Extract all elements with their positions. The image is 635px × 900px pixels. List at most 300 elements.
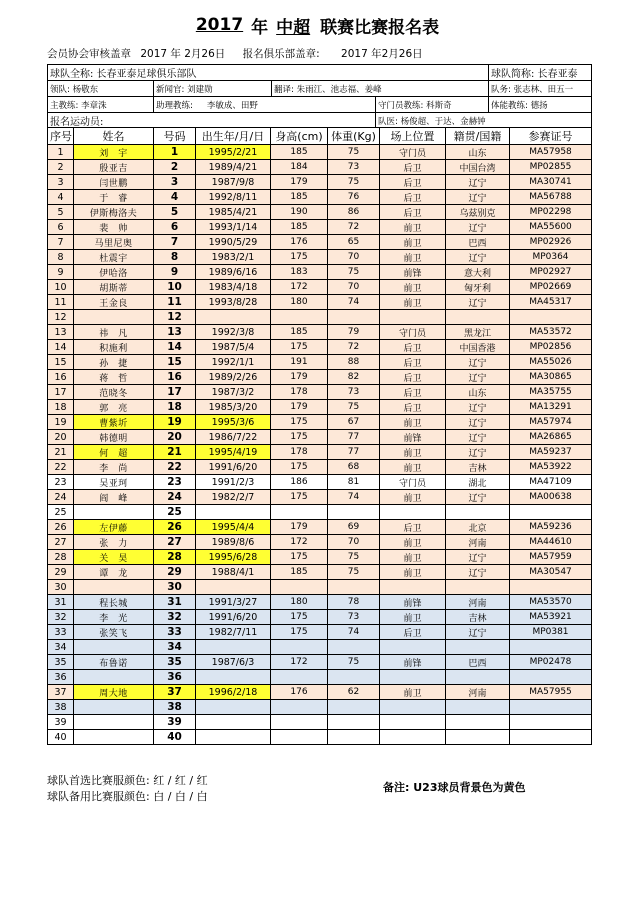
table-row <box>48 550 592 565</box>
player-dob: 1985/3/20 <box>196 400 271 415</box>
player-dob: 1987/9/8 <box>196 175 271 190</box>
player-name: 积施利 <box>74 340 154 355</box>
player-height: 179 <box>271 175 328 190</box>
team-staff: 队务: 张志林、田五一 <box>489 81 592 97</box>
player-height: 178 <box>271 445 328 460</box>
player-name: 韩德明 <box>74 430 154 445</box>
player-origin <box>446 670 510 685</box>
assoc-date: 2017 年 2月26日 <box>140 48 226 60</box>
player-dob: 1991/2/3 <box>196 475 271 490</box>
player-origin: 吉林 <box>446 460 510 475</box>
table-row <box>48 505 592 520</box>
player-name: 张笑飞 <box>74 625 154 640</box>
player-weight: 62 <box>328 685 380 700</box>
player-index: 26 <box>48 520 74 535</box>
player-number: 39 <box>154 715 196 730</box>
table-row <box>48 355 592 370</box>
player-license: MA53922 <box>510 460 592 475</box>
player-number: 15 <box>154 355 196 370</box>
player-name: 曹紫圻 <box>74 415 154 430</box>
player-number: 19 <box>154 415 196 430</box>
table-row <box>48 715 592 730</box>
club-date: 2017 年2月26日 <box>341 48 423 60</box>
player-dob: 1995/3/6 <box>196 415 271 430</box>
player-position: 后卫 <box>380 340 446 355</box>
player-weight <box>328 715 380 730</box>
player-index: 8 <box>48 250 74 265</box>
player-dob: 1989/8/6 <box>196 535 271 550</box>
player-dob <box>196 670 271 685</box>
player-origin <box>446 730 510 745</box>
player-origin: 匈牙利 <box>446 280 510 295</box>
header-number: 号码 <box>154 128 196 145</box>
page-title <box>0 10 635 40</box>
player-height <box>271 310 328 325</box>
header-height: 身高(cm) <box>271 128 328 145</box>
player-weight <box>328 730 380 745</box>
player-index: 2 <box>48 160 74 175</box>
player-origin: 乌兹别克 <box>446 205 510 220</box>
player-weight: 75 <box>328 400 380 415</box>
player-position: 前卫 <box>380 565 446 580</box>
player-dob: 1989/2/26 <box>196 370 271 385</box>
header-license: 参赛证号 <box>510 128 592 145</box>
player-dob: 1986/7/22 <box>196 430 271 445</box>
player-index: 30 <box>48 580 74 595</box>
player-origin <box>446 310 510 325</box>
player-number: 27 <box>154 535 196 550</box>
player-weight: 88 <box>328 355 380 370</box>
player-origin: 辽宁 <box>446 445 510 460</box>
player-position: 守门员 <box>380 145 446 160</box>
player-name: 杜震宇 <box>74 250 154 265</box>
player-number: 23 <box>154 475 196 490</box>
player-height <box>271 670 328 685</box>
player-position: 后卫 <box>380 625 446 640</box>
player-dob <box>196 730 271 745</box>
player-index: 10 <box>48 280 74 295</box>
player-weight: 77 <box>328 445 380 460</box>
player-origin: 吉林 <box>446 610 510 625</box>
player-index: 33 <box>48 625 74 640</box>
player-weight <box>328 640 380 655</box>
player-license <box>510 700 592 715</box>
player-name: 郭 亮 <box>74 400 154 415</box>
player-index: 29 <box>48 565 74 580</box>
player-index: 9 <box>48 265 74 280</box>
player-license: MA13291 <box>510 400 592 415</box>
team-short-name: 球队简称: 长春亚泰 <box>489 65 592 81</box>
table-row <box>48 430 592 445</box>
player-weight: 70 <box>328 250 380 265</box>
player-height: 185 <box>271 565 328 580</box>
player-weight: 73 <box>328 160 380 175</box>
player-number: 4 <box>154 190 196 205</box>
player-dob: 1992/3/8 <box>196 325 271 340</box>
player-license: MA45317 <box>510 295 592 310</box>
player-dob: 1993/8/28 <box>196 295 271 310</box>
player-height <box>271 700 328 715</box>
player-index: 28 <box>48 550 74 565</box>
player-name <box>74 730 154 745</box>
player-position <box>380 505 446 520</box>
player-weight: 86 <box>328 205 380 220</box>
player-weight <box>328 580 380 595</box>
player-license: MA30741 <box>510 175 592 190</box>
player-origin: 河南 <box>446 685 510 700</box>
player-index: 4 <box>48 190 74 205</box>
table-row <box>48 730 592 745</box>
player-license: MA57955 <box>510 685 592 700</box>
player-license <box>510 505 592 520</box>
player-height: 175 <box>271 610 328 625</box>
player-number: 28 <box>154 550 196 565</box>
player-number: 31 <box>154 595 196 610</box>
team-full-name: 球队全称: 长春亚泰足球俱乐部队 <box>48 65 489 81</box>
player-name: 刘 宇 <box>74 145 154 160</box>
player-origin <box>446 640 510 655</box>
player-license: MA53572 <box>510 325 592 340</box>
player-height: 175 <box>271 550 328 565</box>
player-index: 17 <box>48 385 74 400</box>
player-origin <box>446 505 510 520</box>
player-dob <box>196 505 271 520</box>
player-dob: 1992/8/11 <box>196 190 271 205</box>
player-license <box>510 715 592 730</box>
player-position: 前卫 <box>380 280 446 295</box>
player-number: 9 <box>154 265 196 280</box>
player-license: MA00638 <box>510 490 592 505</box>
player-name: 关 昊 <box>74 550 154 565</box>
player-origin: 意大利 <box>446 265 510 280</box>
player-dob <box>196 715 271 730</box>
title-league: 中超 <box>276 17 311 38</box>
player-position: 前卫 <box>380 460 446 475</box>
team-leader: 领队: 杨敬东 <box>48 81 154 97</box>
player-dob: 1987/6/3 <box>196 655 271 670</box>
player-height: 183 <box>271 265 328 280</box>
player-number: 12 <box>154 310 196 325</box>
player-height: 180 <box>271 295 328 310</box>
player-number: 26 <box>154 520 196 535</box>
player-index: 21 <box>48 445 74 460</box>
player-index: 12 <box>48 310 74 325</box>
player-name: 何 超 <box>74 445 154 460</box>
gk-coach: 守门员教练: 科斯奇 <box>376 97 489 113</box>
u23-note: 备注: U23球员背景色为黄色 <box>383 781 526 794</box>
player-position <box>380 715 446 730</box>
header-origin: 籍贯/国籍 <box>446 128 510 145</box>
header-position: 场上位置 <box>380 128 446 145</box>
player-dob: 1989/4/21 <box>196 160 271 175</box>
player-origin: 辽宁 <box>446 550 510 565</box>
table-row <box>48 475 592 490</box>
player-name: 吴亚珂 <box>74 475 154 490</box>
player-height: 175 <box>271 250 328 265</box>
header-name: 姓名 <box>74 128 154 145</box>
table-row <box>48 235 592 250</box>
player-index: 20 <box>48 430 74 445</box>
player-height: 175 <box>271 490 328 505</box>
player-name: 闫世鹏 <box>74 175 154 190</box>
player-name: 马里尼奥 <box>74 235 154 250</box>
player-origin: 辽宁 <box>446 400 510 415</box>
player-license: MA35755 <box>510 385 592 400</box>
player-dob: 1996/2/18 <box>196 685 271 700</box>
player-index: 15 <box>48 355 74 370</box>
player-dob: 1983/4/18 <box>196 280 271 295</box>
player-origin: 辽宁 <box>446 370 510 385</box>
player-dob: 1991/6/20 <box>196 460 271 475</box>
player-weight: 74 <box>328 625 380 640</box>
press-officer: 新闻官: 刘建勋 <box>154 81 272 97</box>
player-origin: 巴西 <box>446 655 510 670</box>
player-name: 蒋 哲 <box>74 370 154 385</box>
player-weight: 76 <box>328 190 380 205</box>
player-number: 37 <box>154 685 196 700</box>
player-license: MP02856 <box>510 340 592 355</box>
player-index: 5 <box>48 205 74 220</box>
player-license: MA59237 <box>510 445 592 460</box>
player-name <box>74 640 154 655</box>
player-weight: 81 <box>328 475 380 490</box>
table-row <box>48 625 592 640</box>
player-dob <box>196 580 271 595</box>
roster-header-row <box>48 128 592 145</box>
player-dob: 1987/5/4 <box>196 340 271 355</box>
player-height: 179 <box>271 400 328 415</box>
player-name <box>74 310 154 325</box>
player-height: 180 <box>271 595 328 610</box>
player-license: MA57958 <box>510 145 592 160</box>
player-weight: 75 <box>328 550 380 565</box>
approval-line <box>47 46 423 61</box>
player-dob: 1987/3/2 <box>196 385 271 400</box>
table-row <box>48 580 592 595</box>
player-license <box>510 730 592 745</box>
player-index: 39 <box>48 715 74 730</box>
player-license: MA55600 <box>510 220 592 235</box>
player-license: MA59236 <box>510 520 592 535</box>
player-origin: 河南 <box>446 535 510 550</box>
player-weight: 75 <box>328 175 380 190</box>
player-index: 13 <box>48 325 74 340</box>
translators: 翻译: 朱雨江、池志福、姜峰 <box>272 81 489 97</box>
player-license: MA30865 <box>510 370 592 385</box>
player-license: MA53921 <box>510 610 592 625</box>
table-row <box>48 535 592 550</box>
player-license: MP02926 <box>510 235 592 250</box>
player-weight: 65 <box>328 235 380 250</box>
player-height: 175 <box>271 625 328 640</box>
player-number: 14 <box>154 340 196 355</box>
player-weight: 74 <box>328 295 380 310</box>
player-weight <box>328 505 380 520</box>
player-dob: 1988/4/1 <box>196 565 271 580</box>
player-weight: 75 <box>328 655 380 670</box>
table-row <box>48 565 592 580</box>
player-weight: 73 <box>328 610 380 625</box>
player-position: 守门员 <box>380 475 446 490</box>
player-index: 38 <box>48 700 74 715</box>
player-position <box>380 700 446 715</box>
player-weight: 82 <box>328 370 380 385</box>
player-origin: 巴西 <box>446 235 510 250</box>
player-position: 前锋 <box>380 595 446 610</box>
player-position: 前卫 <box>380 610 446 625</box>
player-name <box>74 670 154 685</box>
player-name: 张 力 <box>74 535 154 550</box>
player-license: MP02669 <box>510 280 592 295</box>
player-origin: 辽宁 <box>446 190 510 205</box>
player-name <box>74 715 154 730</box>
table-row <box>48 310 592 325</box>
table-row <box>48 595 592 610</box>
table-row <box>48 265 592 280</box>
player-dob: 1992/1/1 <box>196 355 271 370</box>
player-origin: 北京 <box>446 520 510 535</box>
player-position: 前卫 <box>380 535 446 550</box>
player-index: 3 <box>48 175 74 190</box>
table-row <box>48 610 592 625</box>
table-row <box>48 190 592 205</box>
title-year: 2017 <box>195 15 244 35</box>
table-row <box>48 655 592 670</box>
player-number: 1 <box>154 145 196 160</box>
team-info-table <box>47 64 592 129</box>
player-license: MP02478 <box>510 655 592 670</box>
player-index: 35 <box>48 655 74 670</box>
player-origin: 辽宁 <box>446 355 510 370</box>
player-height: 185 <box>271 145 328 160</box>
player-dob: 1995/4/19 <box>196 445 271 460</box>
player-license: MA57959 <box>510 550 592 565</box>
player-dob: 1995/4/4 <box>196 520 271 535</box>
player-position <box>380 310 446 325</box>
player-origin: 辽宁 <box>446 220 510 235</box>
player-height: 176 <box>271 685 328 700</box>
player-weight: 69 <box>328 520 380 535</box>
player-height: 190 <box>271 205 328 220</box>
player-license: MP02855 <box>510 160 592 175</box>
player-index: 40 <box>48 730 74 745</box>
player-origin: 河南 <box>446 595 510 610</box>
roster-table <box>47 127 592 745</box>
table-row <box>48 670 592 685</box>
title-year-suffix: 年 <box>251 17 269 38</box>
player-number: 34 <box>154 640 196 655</box>
player-position: 前卫 <box>380 685 446 700</box>
player-height: 185 <box>271 190 328 205</box>
player-position: 前锋 <box>380 655 446 670</box>
player-name: 胡斯蒂 <box>74 280 154 295</box>
player-dob: 1990/5/29 <box>196 235 271 250</box>
player-index: 27 <box>48 535 74 550</box>
player-origin: 辽宁 <box>446 625 510 640</box>
player-position: 后卫 <box>380 400 446 415</box>
player-weight: 70 <box>328 280 380 295</box>
player-origin: 辽宁 <box>446 565 510 580</box>
player-name <box>74 700 154 715</box>
header-index: 序号 <box>48 128 74 145</box>
table-row <box>48 325 592 340</box>
player-name: 阎 峰 <box>74 490 154 505</box>
player-origin: 中国香港 <box>446 340 510 355</box>
player-origin: 辽宁 <box>446 490 510 505</box>
player-height: 185 <box>271 220 328 235</box>
player-number: 21 <box>154 445 196 460</box>
player-index: 16 <box>48 370 74 385</box>
player-license: MA55026 <box>510 355 592 370</box>
player-position: 前卫 <box>380 295 446 310</box>
header-weight: 体重(Kg) <box>328 128 380 145</box>
player-height: 184 <box>271 160 328 175</box>
player-position: 后卫 <box>380 205 446 220</box>
table-row <box>48 175 592 190</box>
player-height: 176 <box>271 235 328 250</box>
player-position: 后卫 <box>380 175 446 190</box>
table-row <box>48 250 592 265</box>
player-number: 38 <box>154 700 196 715</box>
title-rest: 联赛比赛报名表 <box>320 17 440 38</box>
player-weight: 70 <box>328 535 380 550</box>
player-name: 布鲁诺 <box>74 655 154 670</box>
player-license <box>510 310 592 325</box>
player-dob: 1983/2/1 <box>196 250 271 265</box>
player-license: MA26865 <box>510 430 592 445</box>
table-row <box>48 700 592 715</box>
player-position: 前卫 <box>380 220 446 235</box>
table-row <box>48 445 592 460</box>
player-index: 11 <box>48 295 74 310</box>
player-position: 前卫 <box>380 250 446 265</box>
player-height <box>271 715 328 730</box>
player-weight: 78 <box>328 595 380 610</box>
player-position: 后卫 <box>380 370 446 385</box>
player-name: 周大地 <box>74 685 154 700</box>
player-license: MP02298 <box>510 205 592 220</box>
player-weight: 72 <box>328 340 380 355</box>
player-license <box>510 580 592 595</box>
player-number: 2 <box>154 160 196 175</box>
player-dob: 1982/7/11 <box>196 625 271 640</box>
player-height <box>271 505 328 520</box>
player-number: 13 <box>154 325 196 340</box>
player-dob: 1991/3/27 <box>196 595 271 610</box>
player-name: 于 睿 <box>74 190 154 205</box>
player-name: 祎 凡 <box>74 325 154 340</box>
player-name: 王金良 <box>74 295 154 310</box>
table-row <box>48 460 592 475</box>
assistant-coaches <box>154 97 376 113</box>
player-index: 31 <box>48 595 74 610</box>
player-number: 40 <box>154 730 196 745</box>
player-license: MA44610 <box>510 535 592 550</box>
player-name: 伊斯梅洛夫 <box>74 205 154 220</box>
assistant-names: 李敏成、田野 <box>206 100 258 111</box>
player-height: 185 <box>271 325 328 340</box>
player-height: 175 <box>271 430 328 445</box>
player-name: 伊哈洛 <box>74 265 154 280</box>
player-origin <box>446 700 510 715</box>
player-height: 172 <box>271 535 328 550</box>
table-row <box>48 220 592 235</box>
player-number: 24 <box>154 490 196 505</box>
player-dob <box>196 310 271 325</box>
player-dob: 1989/6/16 <box>196 265 271 280</box>
table-row <box>48 370 592 385</box>
player-weight: 74 <box>328 490 380 505</box>
